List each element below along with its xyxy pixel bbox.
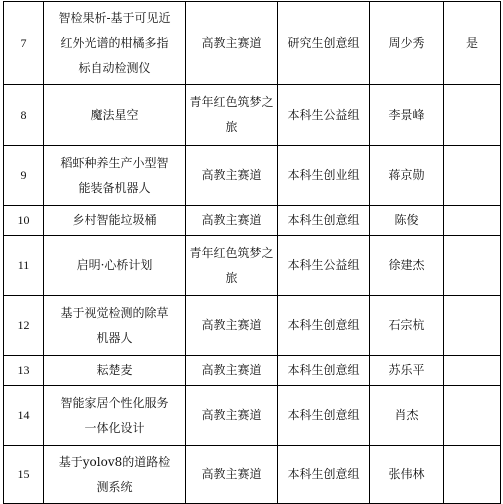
row-number: 9: [4, 146, 44, 206]
row-number: 15: [4, 446, 44, 504]
leader-cell: 陈俊: [370, 206, 444, 236]
row-number: 14: [4, 386, 44, 446]
flag-cell: [444, 85, 501, 146]
track-cell: 高教主赛道: [186, 356, 278, 386]
row-number: 7: [4, 2, 44, 85]
track-cell: 青年红色筑梦之旅: [186, 236, 278, 296]
leader-cell: 苏乐平: [370, 356, 444, 386]
track-cell: 青年红色筑梦之旅: [186, 85, 278, 146]
track-cell: 高教主赛道: [186, 206, 278, 236]
leader-cell: 石宗杭: [370, 296, 444, 356]
table-row: [4, 2, 501, 85]
group-cell: 本科生公益组: [278, 85, 370, 146]
leader-cell: 肖杰: [370, 386, 444, 446]
track-cell: 高教主赛道: [186, 446, 278, 504]
table-row: [4, 386, 501, 446]
track-cell: 高教主赛道: [186, 146, 278, 206]
row-number: 13: [4, 356, 44, 386]
leader-cell: 徐建杰: [370, 236, 444, 296]
table-row: [4, 356, 501, 386]
project-name: 基于yolov8的道路检测系统: [44, 446, 186, 504]
flag-cell: 是: [444, 2, 501, 85]
group-cell: 本科生公益组: [278, 236, 370, 296]
group-cell: 本科生创业组: [278, 146, 370, 206]
table-row: [4, 206, 501, 236]
project-name: 乡村智能垃圾桶: [44, 206, 186, 236]
flag-cell: [444, 146, 501, 206]
row-number: 8: [4, 85, 44, 146]
row-number: 11: [4, 236, 44, 296]
table-row: [4, 446, 501, 504]
project-name: 智检果析-基于可见近红外光谱的柑橘多指标自动检测仪: [44, 2, 186, 85]
group-cell: 研究生创意组: [278, 2, 370, 85]
leader-cell: 周少秀: [370, 2, 444, 85]
row-number: 10: [4, 206, 44, 236]
flag-cell: [444, 386, 501, 446]
flag-cell: [444, 356, 501, 386]
group-cell: 本科生创意组: [278, 356, 370, 386]
track-cell: 高教主赛道: [186, 296, 278, 356]
track-cell: 高教主赛道: [186, 2, 278, 85]
table-row: [4, 146, 501, 206]
flag-cell: [444, 446, 501, 504]
project-name: 耘楚麦: [44, 356, 186, 386]
project-name: 启明·心桥计划: [44, 236, 186, 296]
leader-cell: 蒋京勋: [370, 146, 444, 206]
leader-cell: 张伟林: [370, 446, 444, 504]
table-row: [4, 296, 501, 356]
project-name: 魔法星空: [44, 85, 186, 146]
project-name: 智能家居个性化服务一体化设计: [44, 386, 186, 446]
table-row: [4, 85, 501, 146]
project-name: 基于视觉检测的除草机器人: [44, 296, 186, 356]
table-row: [4, 236, 501, 296]
project-table: [3, 1, 501, 504]
group-cell: 本科生创意组: [278, 296, 370, 356]
track-cell: 高教主赛道: [186, 386, 278, 446]
flag-cell: [444, 206, 501, 236]
group-cell: 本科生创意组: [278, 206, 370, 236]
group-cell: 本科生创意组: [278, 386, 370, 446]
leader-cell: 李景峰: [370, 85, 444, 146]
flag-cell: [444, 236, 501, 296]
group-cell: 本科生创意组: [278, 446, 370, 504]
project-name: 稻虾种养生产小型智能装备机器人: [44, 146, 186, 206]
flag-cell: [444, 296, 501, 356]
row-number: 12: [4, 296, 44, 356]
